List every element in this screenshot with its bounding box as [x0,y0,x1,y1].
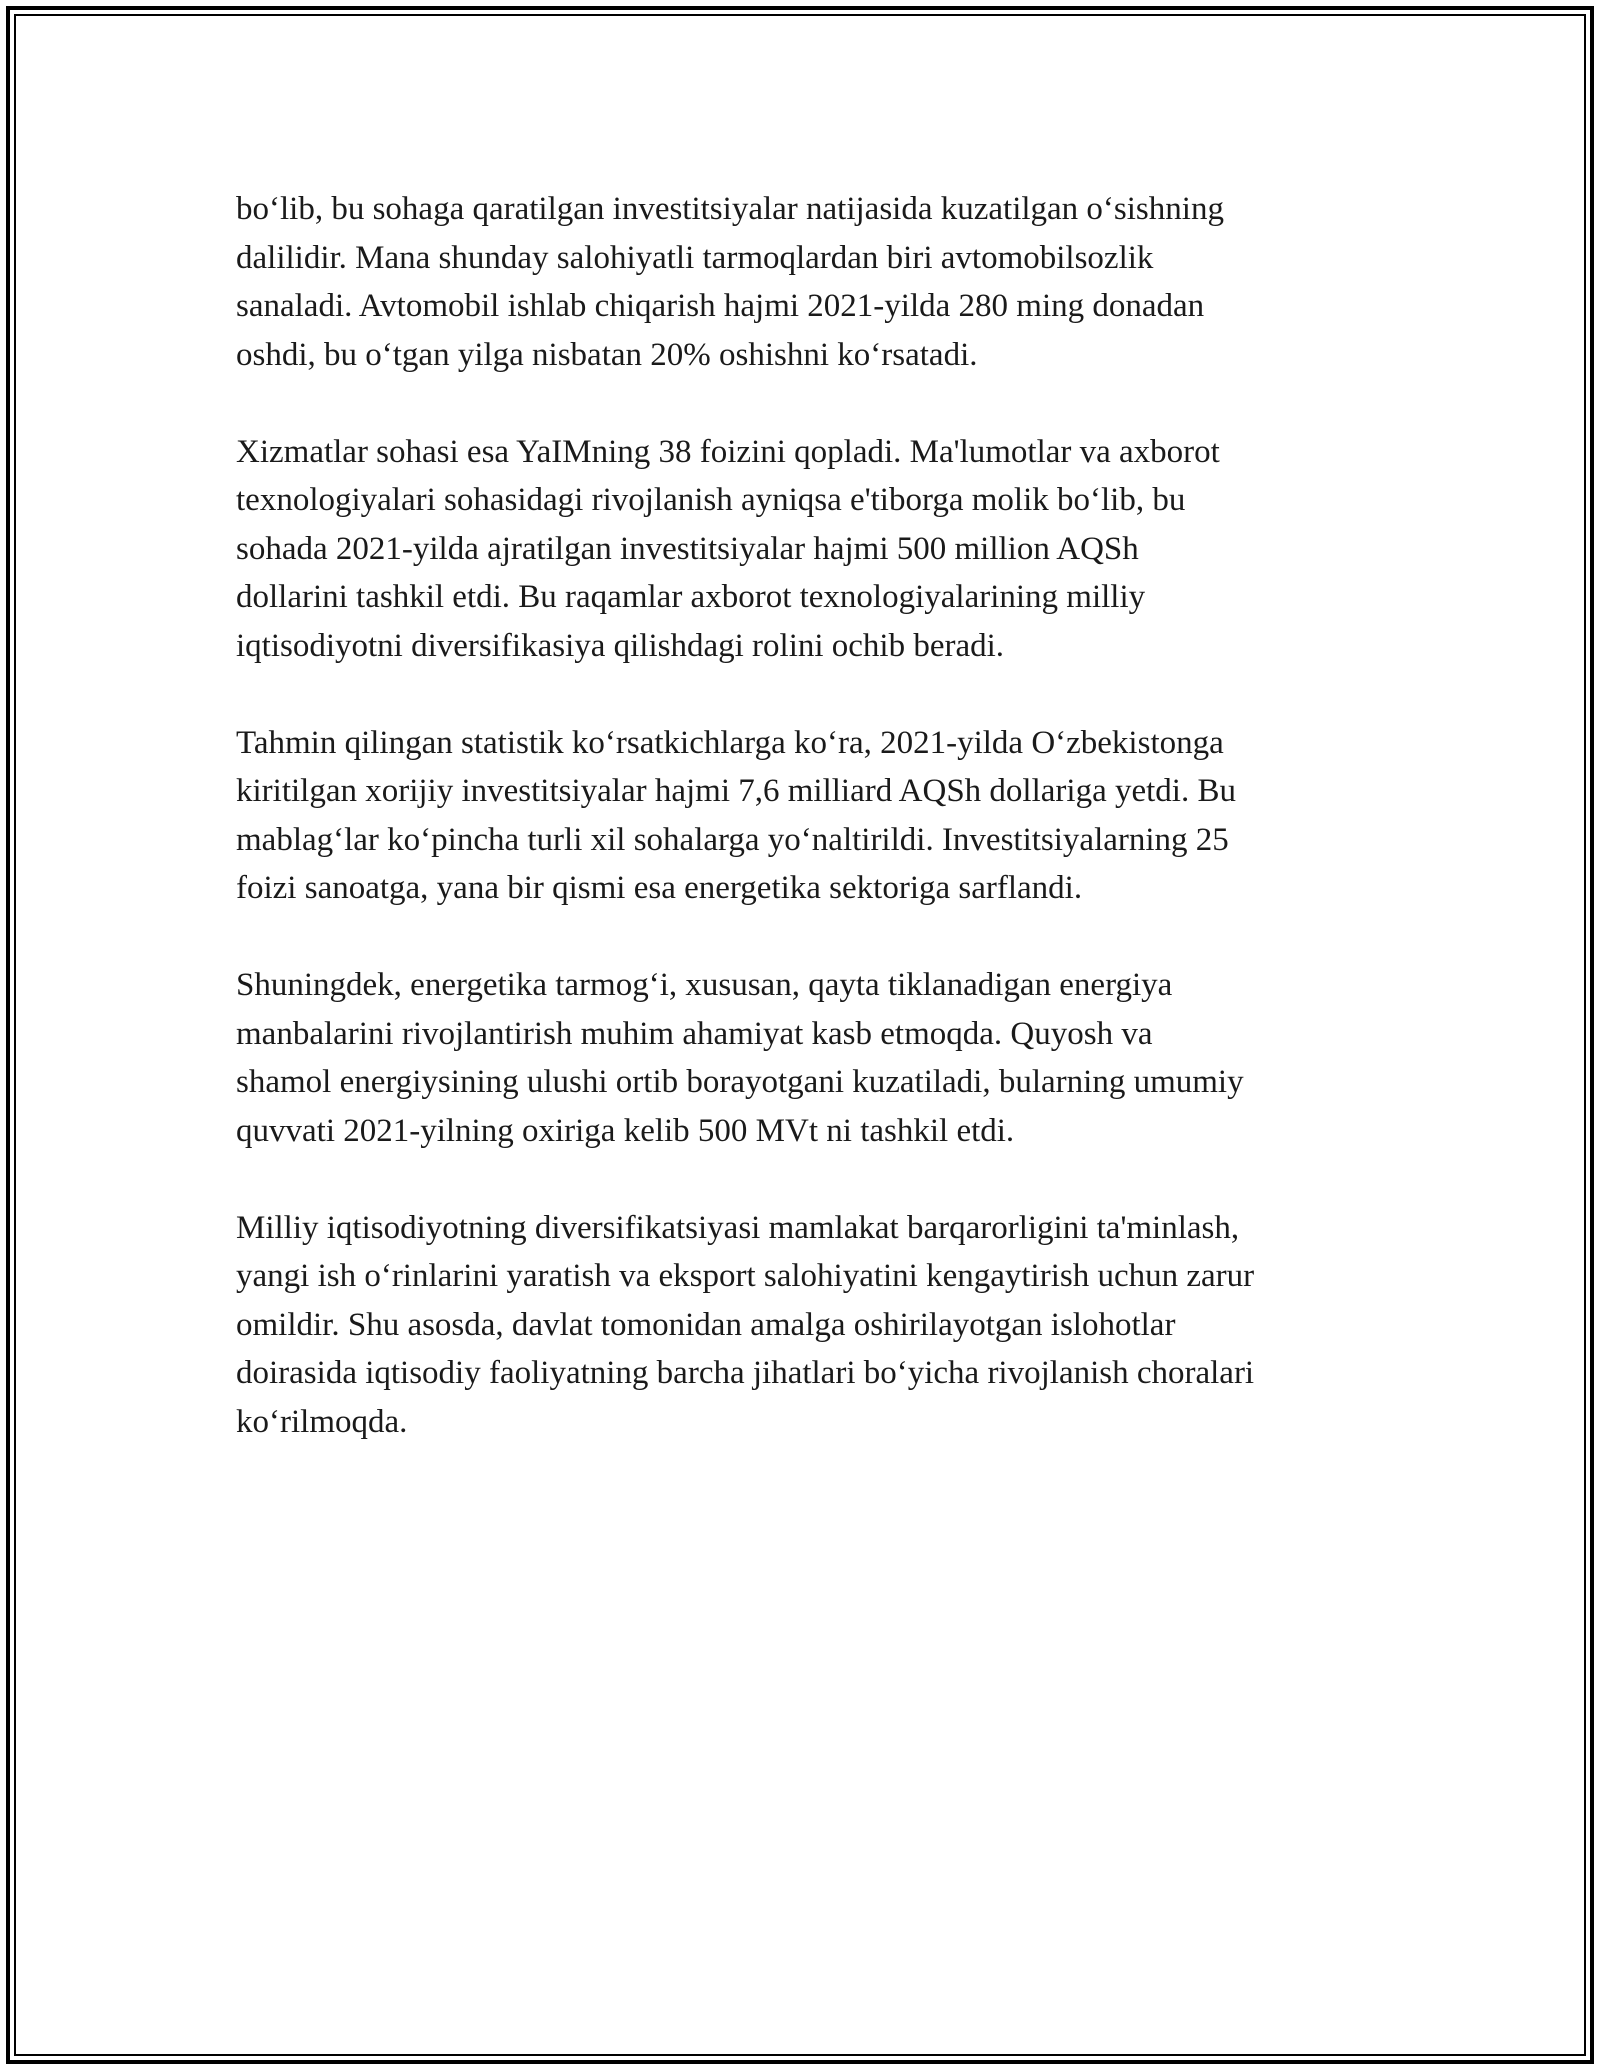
text-line: sanaladi. Avtomobil ishlab chiqarish hajmi 2021-yilda 280 ming donadan [236,288,1205,324]
text-line: oshdi, bu o‘tgan yilga nisbatan 20% oshishni ko‘rsatadi. [236,336,978,373]
document-body [236,185,1386,1495]
text-line: shamol energiysining ulushi ortib borayotgani kuzatiladi, bularning umumiy [236,1064,1244,1100]
text-line: yangi ish o‘rinlarini yaratish va eksport salohiyatini kengaytirish uchun zarur [236,1258,1255,1294]
paragraph-2 [236,428,1386,671]
text-line: dollarini tashkil etdi. Bu raqamlar axborot texnologiyalarining milliy [236,579,1146,615]
paragraph-1 [236,185,1386,379]
text-line: sohada 2021-yilda ajratilgan investitsiyalar hajmi 500 million AQSh [236,530,1139,567]
text-line: doirasida iqtisodiy faoliyatning barcha jihatlari bo‘yicha rivojlanish choralari [236,1355,1255,1391]
text-line: ko‘rilmoqda. [236,1403,408,1440]
text-line: texnologiyalari sohasidagi rivojlanish ayniqsa e'tiborga molik bo‘lib, bu [236,482,1186,518]
text-line: iqtisodiyotni diversifikasiya qilishdagi rolini ochib beradi. [236,627,1005,664]
text-line: Tahmin qilingan statistik ko‘rsatkichlarga ko‘ra, 2021-yilda O‘zbekistonga [236,724,1224,761]
text-line: bo‘lib, bu sohaga qaratilgan investitsiyalar natijasida kuzatilgan o‘sishning [236,191,1224,227]
text-line: dalilidir. Mana shunday salohiyatli tarmoqlardan biri avtomobilsozlik [236,239,1154,276]
text-line: quvvati 2021-yilning oxiriga kelib 500 MVt ni tashkil etdi. [236,1112,1015,1149]
text-line: manbalarini rivojlantirish muhim ahamiyat kasb etmoqda. Quyosh va [236,1015,1153,1052]
text-line: foizi sanoatga, yana bir qismi esa energetika sektoriga sarflandi. [236,870,1083,906]
text-line: mablag‘lar ko‘pincha turli xil sohalarga yo‘naltirildi. Investitsiyalarning 25 [236,821,1229,858]
text-line: kiritilgan xorijiy investitsiyalar hajmi 7,6 milliard AQSh dollariga yetdi. Bu [236,773,1236,809]
paragraph-4 [236,961,1386,1155]
text-line: Xizmatlar sohasi esa YaIMning 38 foizini qopladi. Ma'lumotlar va axborot [236,433,1220,470]
text-line: Shuningdek, energetika tarmog‘i, xususan, qayta tiklanadigan energiya [236,967,1173,1003]
text-line: omildir. Shu asosda, davlat tomonidan amalga oshirilayotgan islohotlar [236,1306,1176,1343]
paragraph-5 [236,1204,1386,1447]
paragraph-3 [236,719,1386,913]
text-line: Milliy iqtisodiyotning diversifikatsiyasi mamlakat barqarorligini ta'minlash, [236,1209,1240,1246]
